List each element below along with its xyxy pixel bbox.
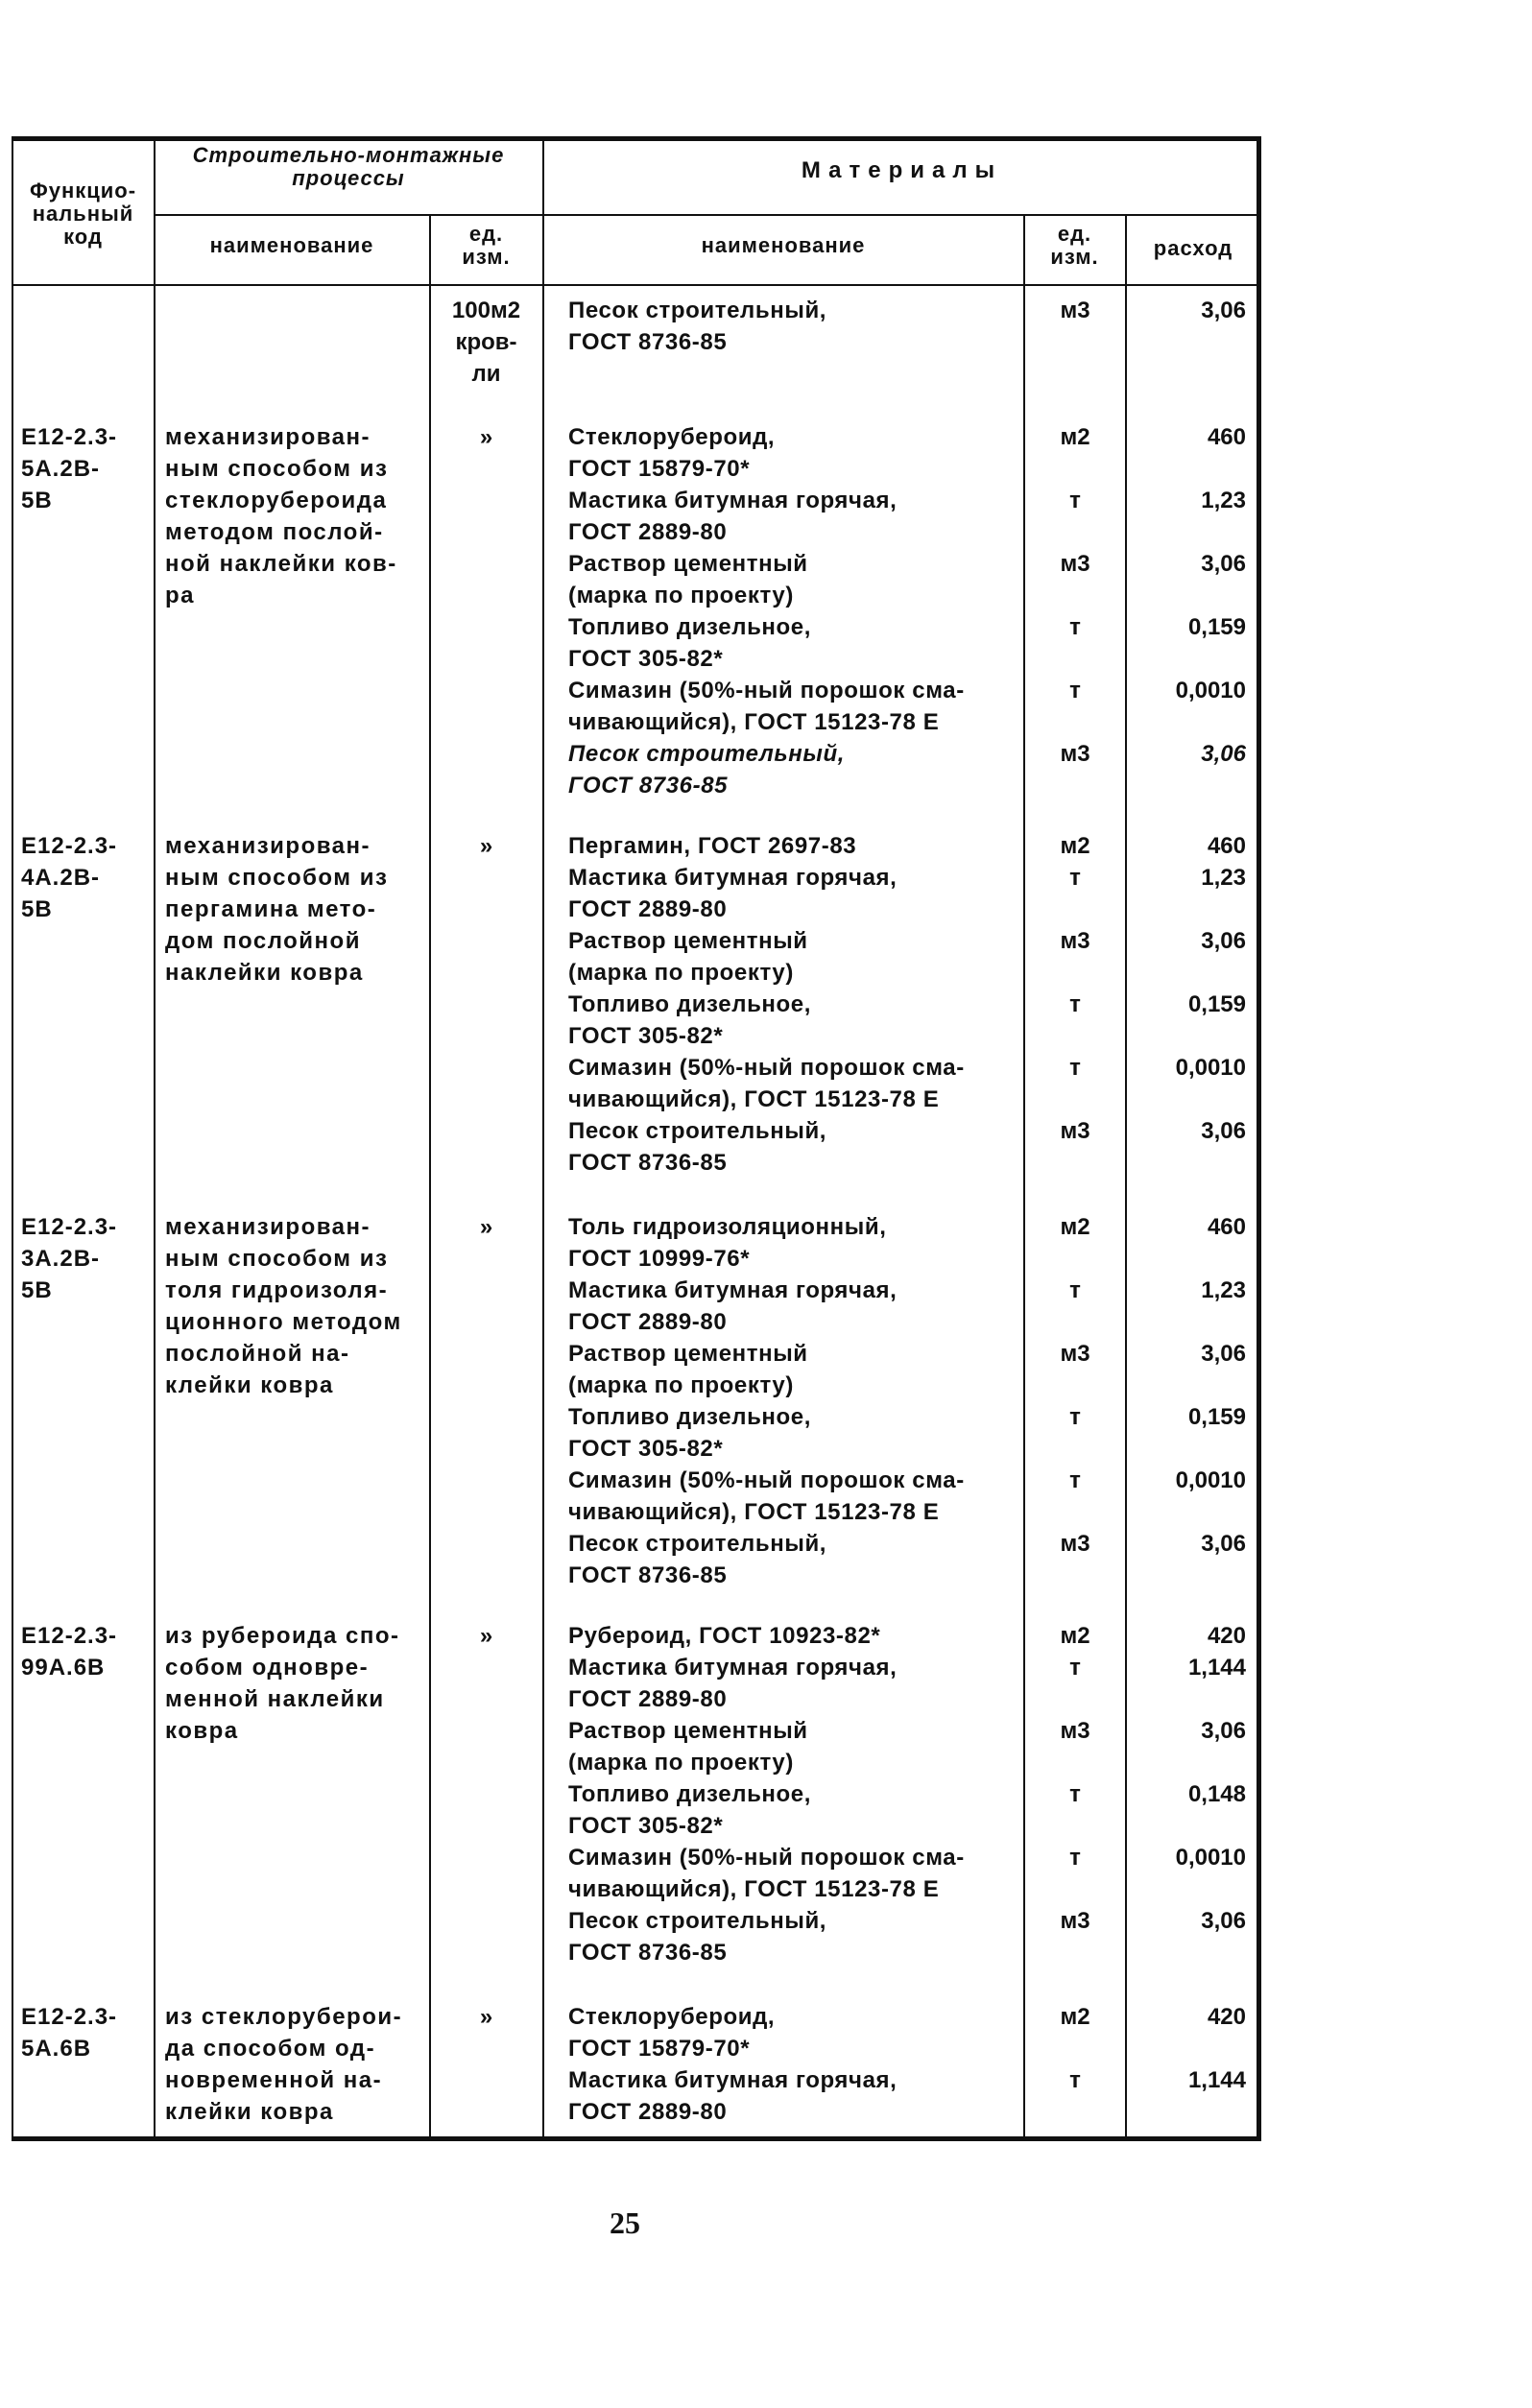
material-name-cell: Пергамин, ГОСТ 2697-83	[568, 833, 857, 859]
process-unit-cell: »	[479, 1214, 493, 1240]
process-name-header: наименование	[209, 233, 374, 257]
process-name-cell: механизирован- ным способом из толя гидроизоля- ционного методом послойной на- клейки ковра	[165, 1214, 402, 1398]
material-unit-cell: т	[1069, 678, 1081, 703]
process-unit-cell: »	[479, 1623, 493, 1649]
material-unit-cell: т	[1069, 488, 1081, 513]
material-name-cell: Мастика битумная горячая, ГОСТ 2889-80	[568, 2067, 898, 2125]
material-unit-cell: м3	[1060, 741, 1090, 767]
material-name-cell: Симазин (50%-ный порошок сма- чивающийся), ГОСТ 15123-78 Е	[568, 1845, 965, 1902]
material-unit-header: ед. изм.	[1050, 222, 1099, 269]
process-unit-cell: »	[479, 2004, 493, 2030]
consumption-cell: 460	[1207, 1214, 1246, 1240]
material-unit-cell: т	[1069, 991, 1081, 1017]
material-unit-cell: м3	[1060, 298, 1090, 323]
material-unit-cell: т	[1069, 1467, 1081, 1493]
consumption-cell: 460	[1207, 833, 1246, 859]
functional-code-cell: Е12-2.3- 5А.6В	[21, 2004, 118, 2062]
material-unit-cell: т	[1069, 1404, 1081, 1430]
process-name-cell: из стеклоруберои- да способом од- новременной на- клейки ковра	[165, 2004, 403, 2125]
process-name-cell: механизирован- ным способом из пергамина мето- дом послойной наклейки ковра	[165, 833, 389, 986]
material-name-cell: Песок строительный, ГОСТ 8736-85	[568, 1118, 827, 1176]
material-name-cell: Симазин (50%-ный порошок сма- чивающийся), ГОСТ 15123-78 Е	[568, 1055, 965, 1112]
material-name-cell: Песок строительный, ГОСТ 8736-85	[568, 298, 827, 355]
material-name-cell: Раствор цементный (марка по проекту)	[568, 551, 808, 608]
material-unit-cell: м3	[1060, 551, 1090, 577]
functional-code-cell: Е12-2.3- 3А.2В- 5В	[21, 1214, 118, 1303]
consumption-cell: 1,23	[1201, 1277, 1246, 1303]
functional-code-header: Функцио- нальный код	[29, 179, 137, 249]
material-unit-cell: м2	[1060, 1623, 1090, 1649]
material-name-cell: Симазин (50%-ный порошок сма- чивающийся), ГОСТ 15123-78 Е	[568, 678, 965, 735]
material-unit-cell: т	[1069, 1277, 1081, 1303]
consumption-cell: 1,144	[1187, 1655, 1246, 1681]
material-name-cell: Песок строительный, ГОСТ 8736-85	[568, 1908, 827, 1966]
material-unit-cell: м3	[1060, 1531, 1090, 1557]
consumption-cell: 3,06	[1201, 1531, 1246, 1557]
material-unit-cell: м3	[1060, 1341, 1090, 1367]
material-unit-cell: т	[1069, 1655, 1081, 1681]
consumption-cell: 3,06	[1201, 298, 1246, 323]
material-unit-cell: т	[1069, 614, 1081, 640]
consumption-cell: 3,06	[1201, 741, 1246, 767]
consumption-cell: 3,06	[1201, 1908, 1246, 1934]
consumption-cell: 3,06	[1201, 928, 1246, 954]
material-name-cell: Топливо дизельное, ГОСТ 305-82*	[568, 1781, 811, 1839]
consumption-cell: 3,06	[1201, 551, 1246, 577]
process-unit-cell: 100м2 кров- ли	[451, 298, 521, 387]
material-unit-cell: т	[1069, 1055, 1081, 1081]
consumption-cell: 3,06	[1201, 1341, 1246, 1367]
consumption-cell: 0,159	[1187, 991, 1246, 1017]
material-unit-cell: т	[1069, 2067, 1081, 2093]
consumption-cell: 460	[1207, 424, 1246, 450]
consumption-cell: 0,0010	[1175, 1055, 1246, 1081]
material-unit-cell: м3	[1060, 1118, 1090, 1144]
process-name-cell: из рубероида спо- собом одновре- менной наклейки ковра	[165, 1623, 400, 1744]
material-unit-cell: м3	[1060, 928, 1090, 954]
consumption-cell: 0,0010	[1175, 678, 1246, 703]
process-unit-cell: »	[479, 424, 493, 450]
material-name-cell: Раствор цементный (марка по проекту)	[568, 1718, 808, 1776]
material-name-cell: Мастика битумная горячая, ГОСТ 2889-80	[568, 865, 898, 922]
consumption-cell: 1,23	[1201, 488, 1246, 513]
functional-code-cell: Е12-2.3- 4А.2В- 5В	[21, 833, 118, 922]
functional-code-cell: Е12-2.3- 99А.6В	[21, 1623, 118, 1681]
material-name-cell: Песок строительный, ГОСТ 8736-85	[568, 1531, 827, 1588]
material-unit-cell: м2	[1060, 424, 1090, 450]
consumption-cell: 0,0010	[1175, 1467, 1246, 1493]
process-unit-cell: »	[479, 833, 493, 859]
material-unit-cell: т	[1069, 1781, 1081, 1807]
construction-processes-header: Строительно-монтажные процессы	[192, 143, 505, 190]
material-unit-cell: т	[1069, 865, 1081, 891]
consumption-cell: 3,06	[1201, 1118, 1246, 1144]
material-name-cell: Песок строительный, ГОСТ 8736-85	[568, 741, 845, 799]
consumption-cell: 1,23	[1201, 865, 1246, 891]
consumption-cell: 420	[1207, 2004, 1246, 2030]
process-unit-header: ед. изм.	[462, 222, 511, 269]
material-name-cell: Раствор цементный (марка по проекту)	[568, 928, 808, 986]
page-number: 25	[610, 2205, 640, 2240]
material-name-cell: Топливо дизельное, ГОСТ 305-82*	[568, 991, 811, 1049]
consumption-cell: 0,0010	[1175, 1845, 1246, 1871]
material-name-cell: Симазин (50%-ный порошок сма- чивающийся), ГОСТ 15123-78 Е	[568, 1467, 965, 1525]
material-name-cell: Стеклорубероид, ГОСТ 15879-70*	[568, 2004, 776, 2062]
material-name-cell: Мастика битумная горячая, ГОСТ 2889-80	[568, 1655, 898, 1712]
consumption-cell: 0,148	[1187, 1781, 1246, 1807]
material-unit-cell: м2	[1060, 2004, 1090, 2030]
consumption-cell: 1,144	[1187, 2067, 1246, 2093]
material-unit-cell: м3	[1060, 1908, 1090, 1934]
material-name-cell: Рубероид, ГОСТ 10923-82*	[568, 1623, 881, 1649]
material-name-cell: Раствор цементный (марка по проекту)	[568, 1341, 808, 1398]
material-unit-cell: м3	[1060, 1718, 1090, 1744]
consumption-header: расход	[1153, 236, 1233, 260]
material-unit-cell: т	[1069, 1845, 1081, 1871]
material-name-cell: Мастика битумная горячая, ГОСТ 2889-80	[568, 1277, 898, 1335]
consumption-cell: 0,159	[1187, 1404, 1246, 1430]
material-unit-cell: м2	[1060, 1214, 1090, 1240]
material-name-header: наименование	[701, 233, 866, 257]
material-name-cell: Топливо дизельное, ГОСТ 305-82*	[568, 614, 811, 672]
material-name-cell: Топливо дизельное, ГОСТ 305-82*	[568, 1404, 811, 1462]
functional-code-cell: Е12-2.3- 5А.2В- 5В	[21, 424, 118, 513]
consumption-cell: 3,06	[1201, 1718, 1246, 1744]
materials-header: Материалы	[801, 157, 1003, 183]
process-name-cell: механизирован- ным способом из стеклорубероида методом послой- ной наклейки ков- ра	[165, 424, 397, 608]
material-name-cell: Стеклорубероид, ГОСТ 15879-70*	[568, 424, 776, 482]
consumption-cell: 0,159	[1187, 614, 1246, 640]
consumption-cell: 420	[1207, 1623, 1246, 1649]
material-unit-cell: м2	[1060, 833, 1090, 859]
material-name-cell: Толь гидроизоляционный, ГОСТ 10999-76*	[568, 1214, 887, 1272]
material-name-cell: Мастика битумная горячая, ГОСТ 2889-80	[568, 488, 898, 545]
